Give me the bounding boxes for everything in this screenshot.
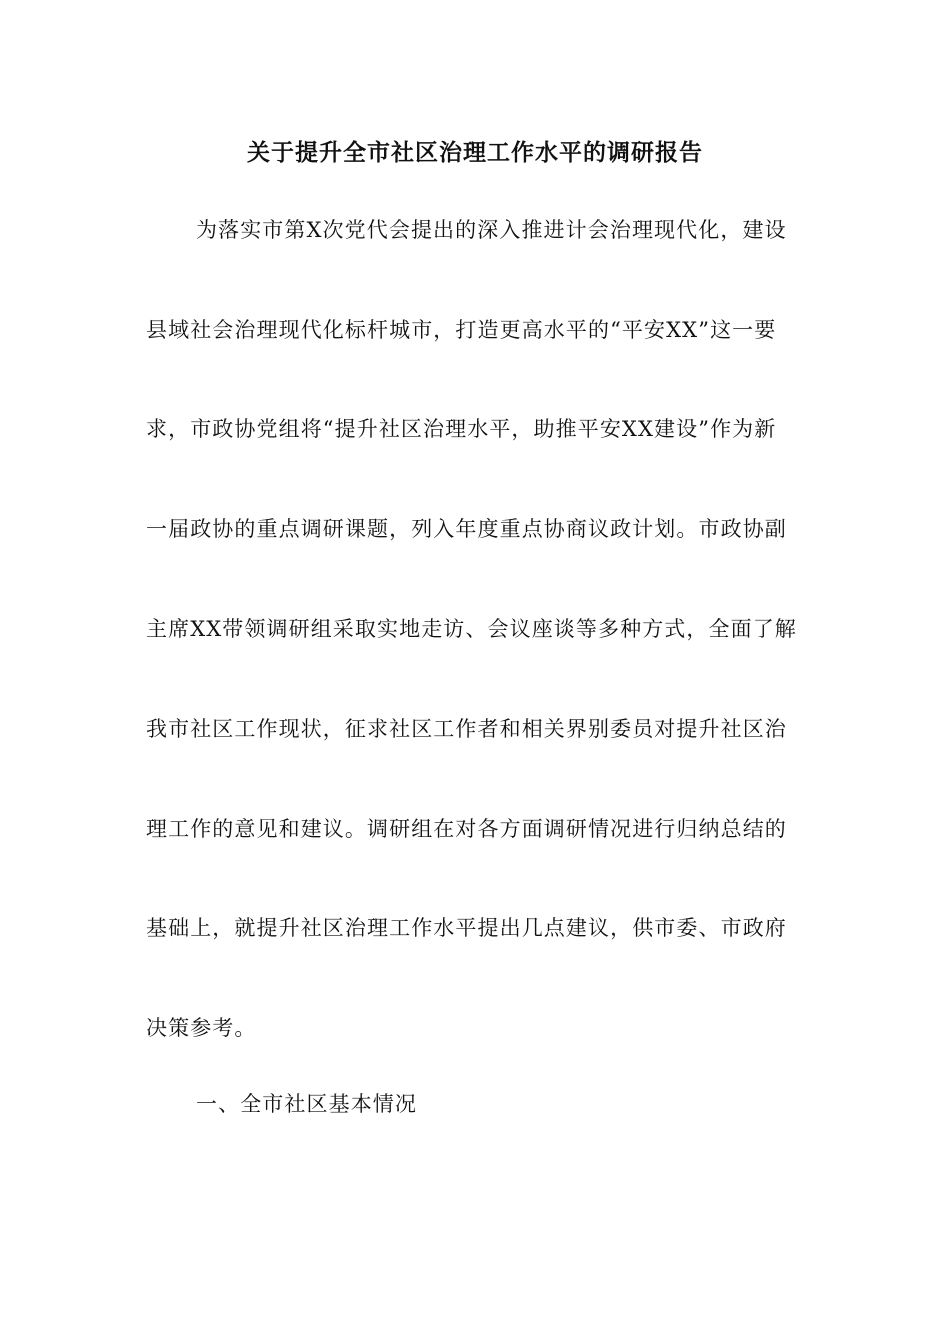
paragraph-line: 决策参考。	[146, 1016, 257, 1040]
section-heading: 一、全市社区基本情况	[196, 1092, 417, 1116]
paragraph-line: 主席XX带领调研组采取实地走访、会议座谈等多种方式，全面了解	[146, 617, 797, 641]
paragraph-line: 求，市政协党组将“提升社区治理水平，助推平安XX建设”作为新	[146, 417, 777, 441]
paragraph-line: 县域社会治理现代化标杆城市，打造更高水平的“平安XX”这一要	[146, 318, 777, 342]
paragraph-line: 一届政协的重点调研课题，列入年度重点协商议政计划。市政协副	[146, 517, 787, 541]
paragraph-line: 基础上，就提升社区治理工作水平提出几点建议，供市委、市政府	[146, 916, 787, 940]
paragraph-line: 理工作的意见和建议。调研组在对各方面调研情况进行归纳总结的	[146, 817, 787, 841]
paragraph-line: 我市社区工作现状，征求社区工作者和相关界别委员对提升社区治	[146, 717, 787, 741]
paragraph-line: 为落实市第X次党代会提出的深入推进计会治理现代化，建设	[196, 218, 787, 242]
document-title: 关于提升全市社区治理工作水平的调研报告	[247, 139, 703, 166]
